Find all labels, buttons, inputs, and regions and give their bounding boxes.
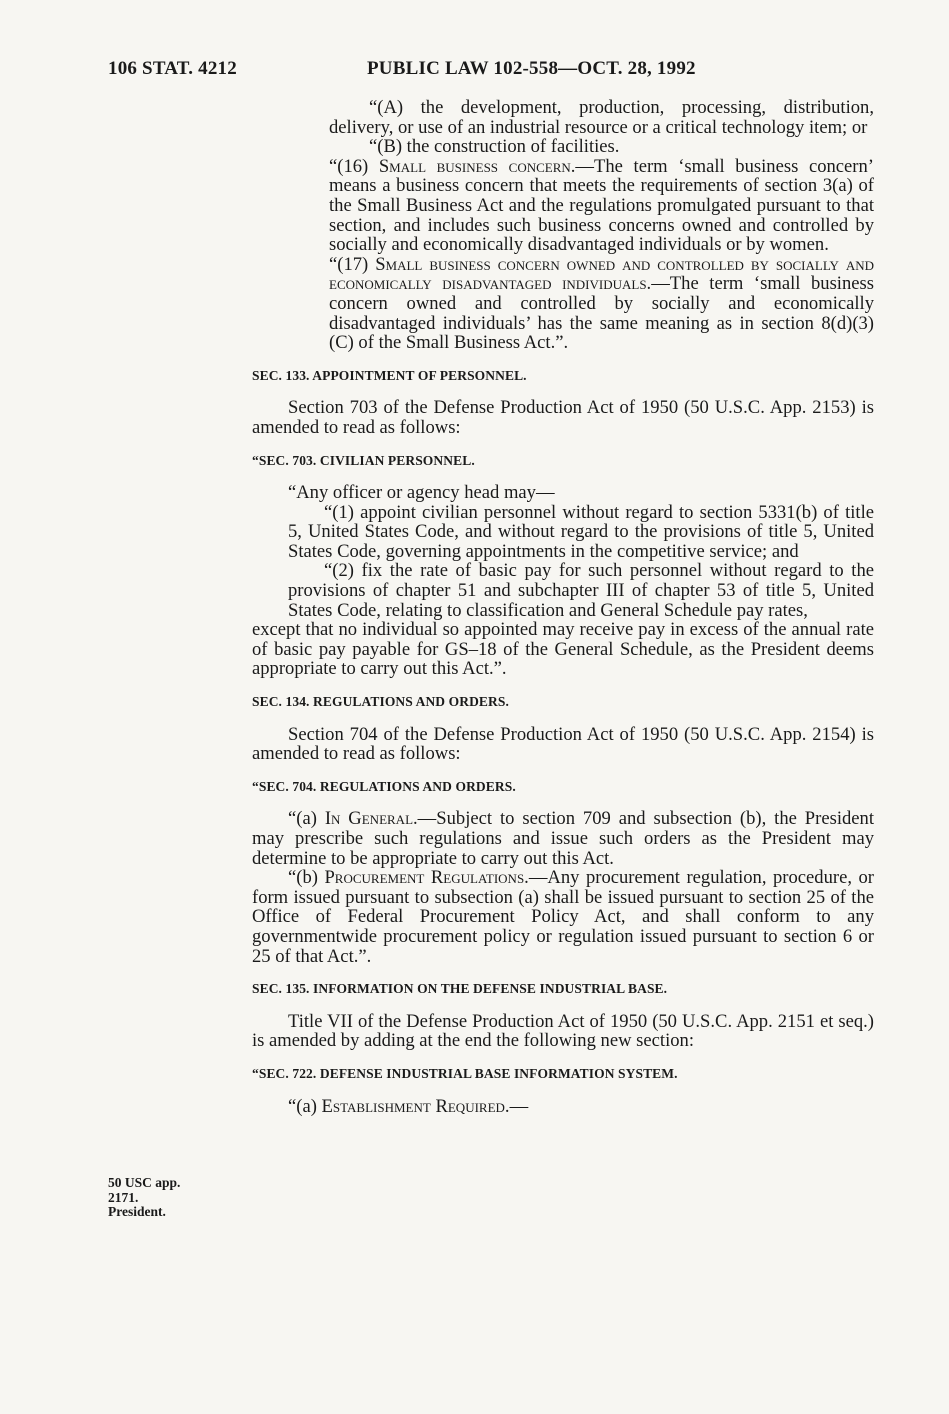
margin-note-section: 2171. — [108, 1189, 139, 1205]
section-722-heading: “SEC. 722. DEFENSE INDUSTRIAL BASE INFORMATION SYSTEM. — [252, 1065, 678, 1081]
definition-17: “(17) Small business concern owned and controlled by socially and economically disadvantaged individuals.—The term ‘small business concern owned and controlled by socially and economically disadvantaged individuals’ has the same meaning as in section 8(d)(3)(C) of the Small Business Act.”. — [329, 253, 874, 354]
section-134-text: Section 704 of the Defense Production Act of 1950 (50 U.S.C. App. 2154) is amended to read as follows: — [252, 723, 874, 765]
term-small-business-concern: Small business concern. — [378, 155, 576, 177]
section-135-text: Title VII of the Defense Production Act of 1950 (50 U.S.C. App. 2151 et seq.) is amended by adding at the end the following new section: — [252, 1010, 874, 1052]
section-703-heading: “SEC. 703. CIVILIAN PERSONNEL. — [252, 452, 475, 468]
section-133-heading: SEC. 133. APPOINTMENT OF PERSONNEL. — [252, 367, 527, 383]
clause-a: “(A) the development, production, processing, distribution, delivery, or use of an industrial resource or a critical technology item; or — [329, 97, 874, 138]
section-134-heading: SEC. 134. REGULATIONS AND ORDERS. — [252, 694, 509, 710]
definition-16: “(16) Small business concern.—The term ‘small business concern’ means a business concern that meets the requirements of section 3(a) of the Small Business Act and the regulations promulgated pursuant to that section, and includes such business concerns owned and controlled by socially and economically disadvantaged individuals or by women. — [329, 155, 874, 256]
margin-note — [108, 1176, 180, 1220]
section-704-heading: “SEC. 704. REGULATIONS AND ORDERS. — [252, 778, 516, 794]
margin-note-president: President. — [108, 1204, 166, 1219]
section-135-heading: SEC. 135. INFORMATION ON THE DEFENSE INDUSTRIAL BASE. — [252, 981, 668, 997]
margin-note-citation: 50 USC app. — [108, 1175, 181, 1190]
clause-b: “(B) the construction of facilities. — [369, 136, 620, 158]
section-703-lead: “Any officer or agency head may— — [288, 482, 555, 504]
term-disadvantaged-concern: Small business concern owned and controlled by socially and economically disadvantaged individuals. — [329, 253, 874, 295]
section-722-subsection-a: “(a) Establishment Required.— — [288, 1095, 529, 1117]
page-running-head: PUBLIC LAW 102-558—OCT. 28, 1992 — [367, 58, 696, 79]
section-133-text: Section 703 of the Defense Production Act of 1950 (50 U.S.C. App. 2153) is amended to read as follows: — [252, 397, 874, 438]
page-citation: 106 STAT. 4212 — [108, 58, 237, 79]
document-body — [252, 98, 874, 1116]
section-703-item-2: “(2) fix the rate of basic pay for such personnel without regard to the provisions of chapter 51 and subchapter III of chapter 53 of title 5, United States Code, relating to classification and General Schedule pay rates, — [288, 560, 874, 621]
section-704-subsection-a: “(a) In General.—Subject to section 709 and subsection (b), the President may prescribe such regulations and issue such orders as the President may determine to be appropriate to carry out this Act. — [252, 808, 874, 869]
section-704-subsection-b: “(b) Procurement Regulations.—Any procurement regulation, procedure, or form issued pursuant to subsection (a) shall be issued pursuant to section 25 of the Office of Federal Procurement Policy Act, and shall conform to any governmentwide procurement policy or regulation issued pursuant to section 6 or 25 of that Act.”. — [252, 867, 874, 967]
section-703-proviso: except that no individual so appointed may receive pay in excess of the annual rate of basic pay payable for GS–18 of the General Schedule, as the President deems appropriate to carry out this Act.”. — [252, 619, 874, 680]
section-703-item-1: “(1) appoint civilian personnel without regard to section 5331(b) of title 5, United States Code, and without regard to the provisions of title 5, United States Code, governing appointments in the competitive service; and — [288, 501, 874, 562]
